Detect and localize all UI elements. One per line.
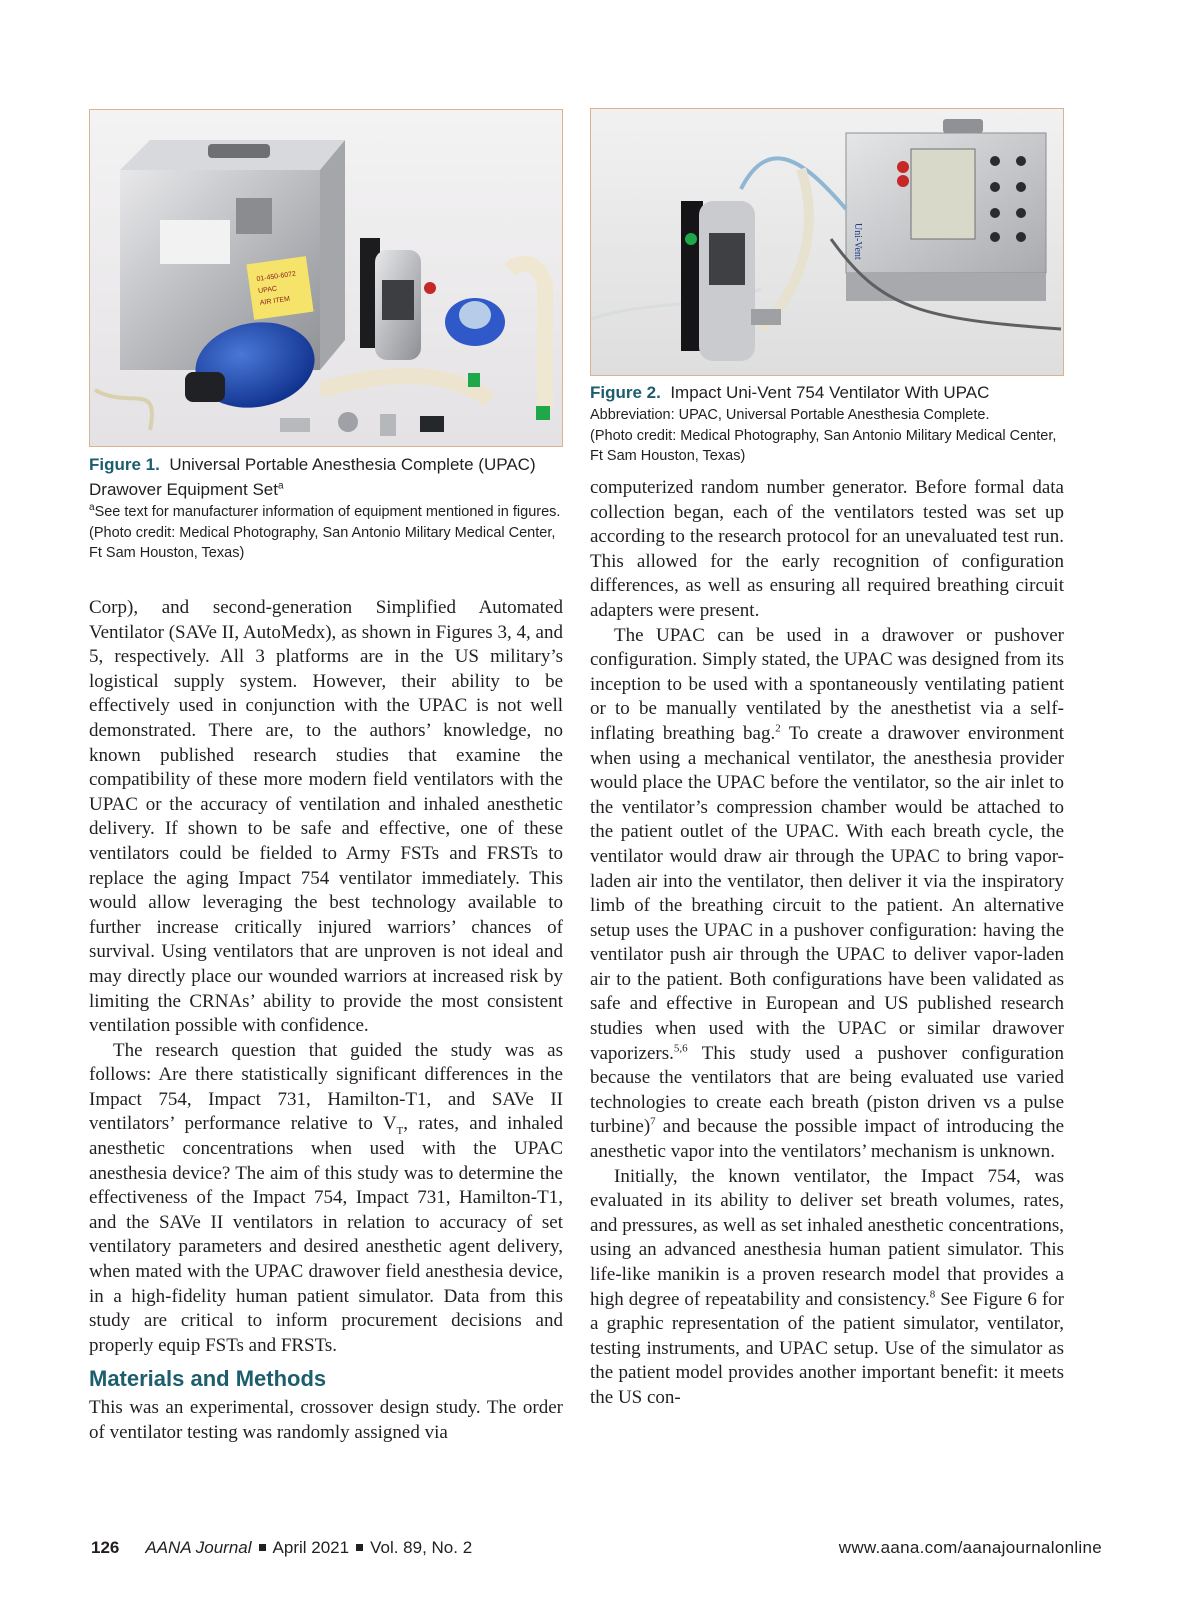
figure-1-title-text: Universal Portable Anesthesia Complete (UPAC) Drawover Equipment Set: [89, 455, 536, 499]
section-heading-materials-methods: Materials and Methods: [89, 1366, 327, 1392]
journal-name: AANA Journal: [145, 1538, 252, 1557]
separator-square: [356, 1544, 363, 1551]
right-column: [590, 476, 1064, 1411]
device-brand-text: Uni-Vent: [852, 223, 863, 260]
citation-8: 8: [929, 1288, 936, 1301]
left-paragraph-3: This was an experimental, crossover design study. The order of ventilator testing was randomly assigned via: [89, 1397, 563, 1443]
separator-square: [259, 1544, 266, 1551]
right-paragraph-2: [590, 624, 1064, 1165]
volume-info: Vol. 89, No. 2: [370, 1538, 473, 1557]
figure-1-label: Figure 1.: [89, 455, 160, 474]
figure-2-credit: (Photo credit: Medical Photography, San Antonio Military Medical Center, Ft Sam Houston, Texas): [590, 427, 1057, 464]
vt-subscript: T: [396, 1125, 404, 1138]
footer-left: [91, 1538, 472, 1558]
figure-1-note-sup: a: [89, 502, 95, 514]
figure-1-title-sup: a: [277, 480, 284, 492]
left-p2-part-a: The research question that guided the study was as follows: Are there statistically significant differences in the Impact 754, Impact 731, Hamilton-T1, and SAVe II ventilators’ performance relative to V: [89, 1039, 563, 1135]
figure-1-note: [89, 502, 564, 523]
right-paragraph-1: computerized random number generator. Before formal data collection began, each of the ventilators tested was set up according to the research protocol for an unevaluated test run. This allowed for the early recognition of configuration differences, as well as ensuring all required breathing circuit adapters were present.: [590, 477, 1064, 621]
box-label-line-2: UPAC: [257, 285, 278, 296]
right-p2-part-a: The UPAC can be used in a drawover or pushover configuration. Simply stated, the UPAC was designed from its inception to be used with a spontaneously ventilating patient or to be manually ventilated by the anesthetist via a self-inflating breathing bag.: [590, 624, 1064, 744]
figure-2-photo: [590, 108, 1064, 376]
journal-url[interactable]: www.aana.com/aanajournalonline: [838, 1538, 1102, 1557]
left-column: [89, 596, 563, 1446]
figure-2-caption: [590, 380, 1065, 467]
right-p2-part-c: This study used a pushover configuration because the ventilators that are being evaluated use varied technologies to create each breath (piston driven vs a pulse turbine): [590, 1042, 1064, 1138]
figure-1-credit: (Photo credit: Medical Photography, San Antonio Military Medical Center, Ft Sam Houston, Texas): [89, 524, 556, 561]
box-label-line-3: AIR ITEM: [259, 295, 291, 307]
citation-2: 2: [775, 722, 781, 735]
figure-2-label: Figure 2.: [590, 383, 661, 402]
page-number: 126: [91, 1538, 120, 1557]
figure-2-title: [590, 380, 1065, 405]
left-paragraph-1: Corp), and second-generation Simplified Automated Ventilator (SAVe II, AutoMedx), as shown in Figures 3, 4, and 5, respectively. All 3 platforms are in the US military’s logistical supply system. However, their ability to be effectively used in conjunction with the UPAC is not well demonstrated. There are, to the authors’ knowledge, no known published research studies that examine the compatibility of these more modern field ventilators with the UPAC or the accuracy of ventilation and inhaled anesthetic delivery. If shown to be safe and effective, one of these ventilators could be fielded to Army FSTs and FRSTs to replace the aging Impact 754 ventilator immediately. This would allow leveraging the best technology available to further increase critically injured warriors’ chances of survival. Using ventilators that are unproven is not ideal and may directly place our wounded warriors at increased risk by limiting the CRNAs’ ability to provide the most consistent ventilation possible with confidence.: [89, 597, 563, 1037]
figure-2-title-text: Impact Uni-Vent 754 Ventilator With UPAC: [670, 383, 990, 402]
left-paragraph-2: [89, 1039, 563, 1359]
figure-1-caption: [89, 452, 564, 564]
right-p2-part-d: and because the possible impact of introducing the anesthetic vapor into the ventilators’ mechanism is unknown.: [590, 1116, 1064, 1163]
figure-1-title: [89, 452, 564, 502]
right-p3-part-a: Initially, the known ventilator, the Impact 754, was evaluated in its ability to deliver set breath volumes, rates, and pressures, as well as set inhaled anesthetic concentrations, using an advanced anesthesia human patient simulator. This life-like manikin is a proven research model that provides a high degree of repeatability and consistency.: [590, 1165, 1064, 1310]
citation-7: 7: [650, 1116, 656, 1129]
citation-5-6: 5,6: [673, 1042, 688, 1055]
page-footer: [91, 1536, 1102, 1560]
right-p2-part-b: To create a drawover environment when using a mechanical ventilator, the anesthesia provider would place the UPAC before the ventilator, so the air inlet to the ventilator’s compression chamber would be attached to the patient outlet of the UPAC. With each breath cycle, the ventilator would draw air through the UPAC to bring vapor-laden air into the ventilator, then deliver it via the inspiratory limb of the breathing circuit to the patient. An alternative setup uses the UPAC in a pushover configuration: having the ventilator push air through the UPAC to deliver vapor-laden air to the patient. Both configurations have been validated as safe and effective in European and US published research studies when used with the UPAC or similar drawover vaporizers.: [590, 722, 1065, 1064]
figure-1-photo: [89, 109, 563, 447]
left-p2-part-b: , rates, and inhaled anesthetic concentrations when used with the UPAC anesthesia device? The aim of this study was to determine the effectiveness of the Impact 754, Impact 731, Hamilton-T1, and the SAVe II ventilators in relation to accuracy of set ventilatory parameters and desired anesthetic agent delivery, when mated with the UPAC drawover field anesthesia device, in a high-fidelity human patient simulator. Data from this study are critical to inform procurement decisions and properly equip FSTs and FRSTs.: [89, 1113, 563, 1356]
figure-1-note-text: See text for manufacturer information of equipment mentioned in figures.: [94, 504, 561, 520]
issue-date: April 2021: [272, 1538, 350, 1557]
box-label-line-1: 01-450-6072: [256, 270, 297, 284]
right-paragraph-3: [590, 1165, 1064, 1411]
figure-2-abbreviation: Abbreviation: UPAC, Universal Portable Anesthesia Complete.: [590, 407, 990, 423]
right-p3-part-b: See Figure 6 for a graphic representation of the patient simulator, ventilator, testing instruments, and UPAC setup. Use of the simulator as the patient model provides another important benefit: it meets the US con-: [590, 1288, 1064, 1408]
